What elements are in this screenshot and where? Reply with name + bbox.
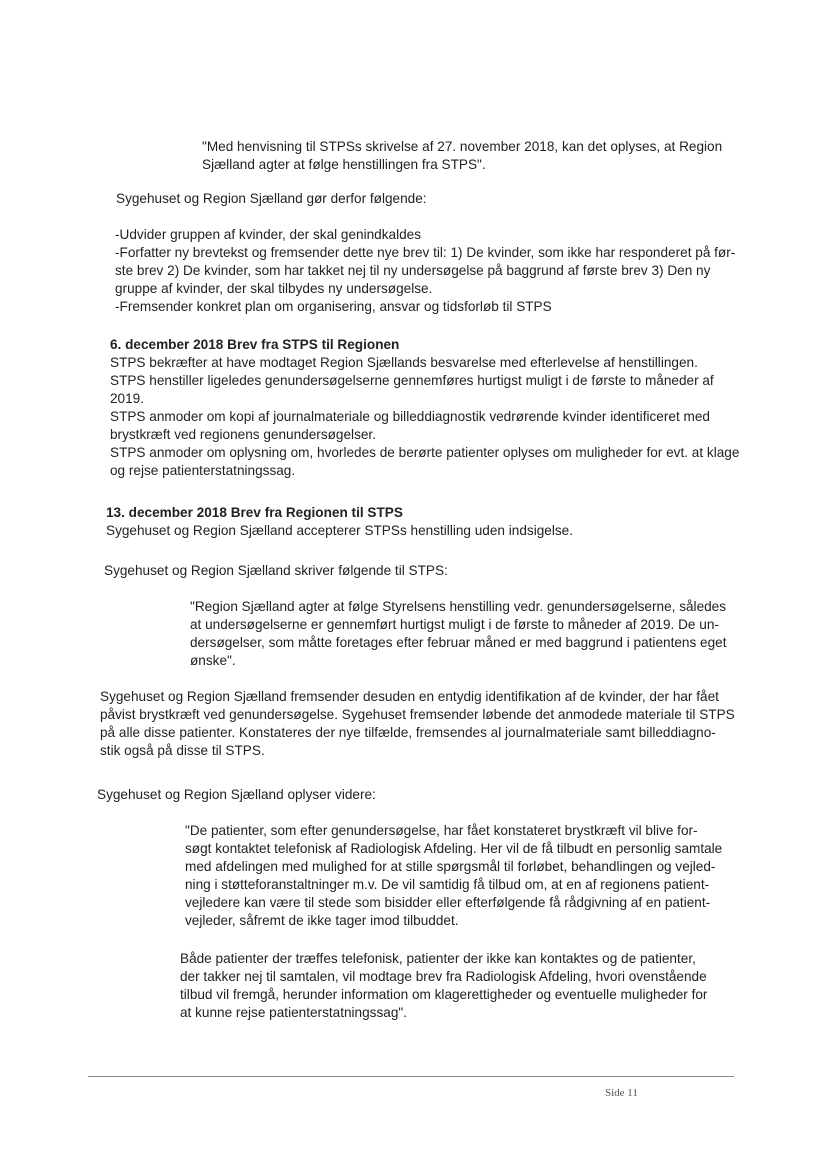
- quote-block-1: "Med henvisning til STPSs skrivelse af 27. november 2018, kan det oplyses, at Region Sjælland agter at følge henstillingen fra STPS".: [202, 139, 723, 172]
- intro-paragraph-1: Sygehuset og Region Sjælland gør derfor følgende:: [116, 191, 427, 206]
- page-number: Side 11: [605, 1087, 638, 1099]
- section-dec-6: [110, 336, 770, 480]
- intro-paragraph-3: Sygehuset og Region Sjælland oplyser videre:: [97, 787, 376, 802]
- footer-rule: [88, 1076, 734, 1077]
- quote-block-3b: Både patienter der træffes telefonisk, patienter der ikke kan kontaktes og de patienter, der takker nej til samtalen, vil modtage brev fra Radiologisk Afdeling, hvori ovenstående tilbud vil fremgå, herunder information om klagerettigheder og eventuelle muligheder for at kunne rejse patienterstatningssag".: [180, 951, 708, 1020]
- action-list: -Udvider gruppen af kvinder, der skal genindkaldes -Forfatter ny brevtekst og fremsender dette nye brev til: 1) De kvinder, som ikke har responderet på før- ste brev 2) De kvinder, som har takket nej til ny undersøgelse på baggrund af første brev 3) Den ny gruppe af kvinder, der skal tilbydes ny undersøgelse. -Fremsender konkret plan om organisering, ansvar og tidsforløb til STPS: [115, 227, 736, 314]
- section-body: Sygehuset og Region Sjælland accepterer STPSs henstilling uden indsigelse.: [106, 523, 573, 538]
- section-dec-13: [106, 504, 766, 540]
- quote-block-2: "Region Sjælland agter at følge Styrelsens henstilling vedr. genundersøgelserne, således at undersøgelserne er gennemført hurtigst muligt i de første to måneder af 2019. De un- dersøgelser, som måtte foretages efter februar måned er med baggrund i patientens eget ønske".: [190, 599, 727, 668]
- quote-block-3a: "De patienter, som efter genundersøgelse, har fået konstateret brystkræft vil blive for- søgt kontaktet telefonisk af Radiologisk Afdeling. Her vil de få tilbudt en personlig samtale med afdelingen med mulighed for at stille spørgsmål til forløbet, behandlingen og vejled- ning i støtteforanstaltninger m.v. De vil samtidig få tilbud om, at en af regionens patient- vejledere kan være til stede som bisidder eller efterfølgende få rådgivning af en patient- vejleder, såfremt de ikke tager imod tilbuddet.: [185, 823, 723, 928]
- section-heading: 13. december 2018 Brev fra Regionen til STPS: [106, 505, 403, 520]
- section-body: STPS bekræfter at have modtaget Region Sjællands besvarelse med efterlevelse af henstillingen. STPS henstiller ligeledes genundersøgelserne gennemføres hurtigst muligt i de første to måneder af 2019. STPS anmoder om kopi af journalmateriale og billeddiagnostik vedrørende kvinder identificeret med brystkræft ved regionens genundersøgelser. STPS anmoder om oplysning om, hvorledes de berørte patienter oplyses om muligheder for evt. at klage og rejse patienterstatningssag.: [110, 355, 740, 478]
- section-heading: 6. december 2018 Brev fra STPS til Regionen: [110, 337, 400, 352]
- paragraph-3: Sygehuset og Region Sjælland fremsender desuden en entydig identifikation af de kvinder, der har fået påvist brystkræft ved genundersøgelse. Sygehuset fremsender løbende det anmodede materiale til STPS på alle disse patienter. Konstateres der nye tilfælde, fremsendes al journalmateriale samt billeddiagno- stik også på disse til STPS.: [100, 689, 735, 758]
- intro-paragraph-2: Sygehuset og Region Sjælland skriver følgende til STPS:: [104, 563, 448, 578]
